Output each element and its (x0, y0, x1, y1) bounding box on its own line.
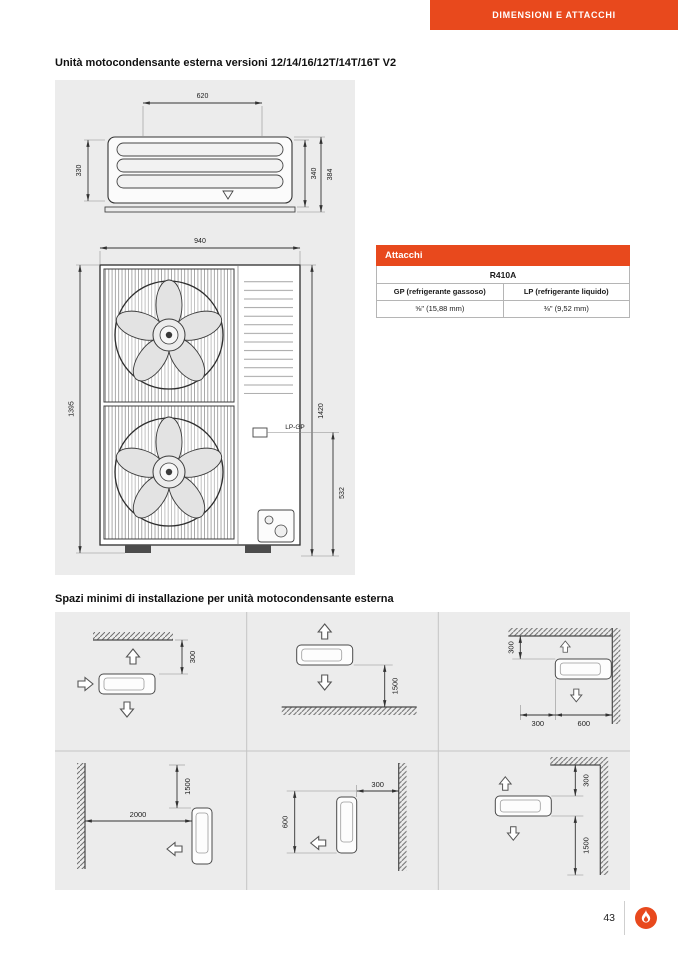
footer-divider (624, 901, 625, 935)
unit-outline (337, 797, 357, 853)
page-header-tab (430, 0, 678, 30)
dim-label-1500: 1500 (183, 778, 192, 795)
airflow-arrow-up-icon (499, 777, 511, 791)
clearance-diagram-wall-top (495, 757, 608, 875)
dim-front-width (100, 238, 300, 264)
liquid-column-header: LP (refrigerante liquido) (503, 284, 630, 300)
dim-cell6-front (551, 816, 590, 875)
dim-front-height-right (301, 265, 325, 556)
airflow-arrow-up-icon (560, 641, 570, 652)
dim-cell1-top (159, 640, 197, 674)
dim-cell4-top (169, 765, 192, 808)
dim-cell2-front (354, 665, 400, 707)
wall-hatch (600, 757, 608, 875)
dim-label-620: 620 (196, 93, 209, 100)
top-view-drawing (76, 93, 334, 212)
dim-cell5-side (357, 780, 399, 797)
refrigerant-connection-point (253, 428, 267, 437)
dim-label-1500: 1500 (390, 677, 400, 695)
clearance-diagram-wall-front (77, 763, 212, 869)
dim-top-depth (76, 140, 105, 201)
dim-label-300: 300 (581, 774, 591, 787)
page-number: 43 (603, 912, 615, 924)
dim-label-600: 600 (280, 815, 290, 829)
airflow-arrow-up-icon (127, 649, 140, 664)
dim-label-940: 940 (194, 238, 206, 245)
airflow-arrow-down-icon (507, 827, 519, 841)
dim-label-532: 532 (339, 487, 346, 499)
unit-foot-right (245, 545, 271, 553)
wall-hatch (508, 628, 612, 636)
gas-column-header: GP (refrigerante gassoso) (393, 287, 486, 296)
clearance-diagram-corner (506, 628, 620, 728)
dim-label-2000: 2000 (129, 810, 147, 819)
dim-label-340: 340 (311, 167, 318, 180)
refrigerant-type: R410A (376, 266, 630, 284)
section-title-clearances: Spazi minimi di installazione per unità motocondensante esterna (55, 593, 394, 605)
dim-label-600: 600 (577, 719, 591, 728)
brand-flame-icon (634, 906, 658, 930)
clearance-diagram-ceiling (78, 632, 197, 717)
dim-cell4-front (85, 810, 192, 821)
front-view-drawing (69, 238, 347, 556)
dim-top-height-body (294, 140, 318, 207)
clearances-drawing-panel (55, 612, 630, 890)
side-louvers (244, 276, 293, 394)
clearance-diagram-wall-side (281, 763, 407, 871)
clearances-drawing (55, 612, 630, 890)
unit-outline (297, 645, 353, 665)
airflow-arrow-right-icon (78, 678, 93, 691)
wall-hatch (282, 707, 417, 715)
airflow-arrow-left-icon (311, 837, 326, 850)
wall-hatch (77, 763, 85, 869)
airflow-arrow-up-icon (318, 624, 331, 639)
liquid-pipe-size: ⅜" (9,52 mm) (503, 301, 630, 317)
wall-hatch (612, 628, 620, 724)
airflow-arrow-down-icon (121, 702, 134, 717)
attacchi-table-header: Attacchi (376, 245, 630, 266)
attacchi-header-row (376, 284, 630, 301)
unit-foot-left (125, 545, 151, 553)
dim-label-300: 300 (188, 650, 197, 664)
unit-base (105, 207, 295, 212)
dim-cell3-bottom (520, 679, 612, 728)
unit-outline (495, 796, 551, 816)
unit-dimensions-drawing (55, 80, 355, 575)
wall-hatch (550, 757, 600, 765)
clearance-diagram-floor (282, 624, 417, 715)
unit-outline (99, 674, 155, 694)
valve-detail (258, 510, 294, 542)
header-label: DIMENSIONI E ATTACCHI (492, 10, 616, 20)
airflow-arrow-down-icon (571, 689, 582, 702)
dim-label-lp-gp: LP-GP (285, 424, 305, 431)
dim-label-300: 300 (531, 719, 545, 728)
dim-label-384: 384 (327, 168, 334, 181)
attacchi-value-row (376, 301, 630, 318)
dim-top-width (143, 93, 262, 136)
dimensions-drawing-panel (55, 80, 355, 575)
dim-label-1395: 1395 (68, 401, 76, 417)
dim-cell6-top (551, 765, 590, 796)
dim-connection-height (301, 433, 346, 557)
wall-hatch (93, 632, 173, 640)
airflow-arrow-down-icon (318, 675, 331, 690)
dim-label-1420: 1420 (318, 403, 325, 419)
unit-outline (192, 808, 212, 864)
attacchi-table (376, 245, 630, 318)
dim-label-300: 300 (371, 780, 384, 789)
page-footer (603, 901, 658, 935)
dim-label-1500: 1500 (581, 837, 591, 854)
dim-label-330: 330 (76, 164, 83, 177)
dim-cell3-top (506, 636, 555, 659)
unit-outline (555, 659, 611, 679)
wall-hatch (399, 763, 407, 871)
airflow-arrow-left-icon (167, 843, 182, 856)
dim-label-300: 300 (506, 641, 516, 654)
section-title-dimensions: Unità motocondensante esterna versioni 12/14/16/12T/14T/16T V2 (55, 57, 397, 69)
gas-pipe-size: ⅝" (15,88 mm) (415, 304, 465, 313)
